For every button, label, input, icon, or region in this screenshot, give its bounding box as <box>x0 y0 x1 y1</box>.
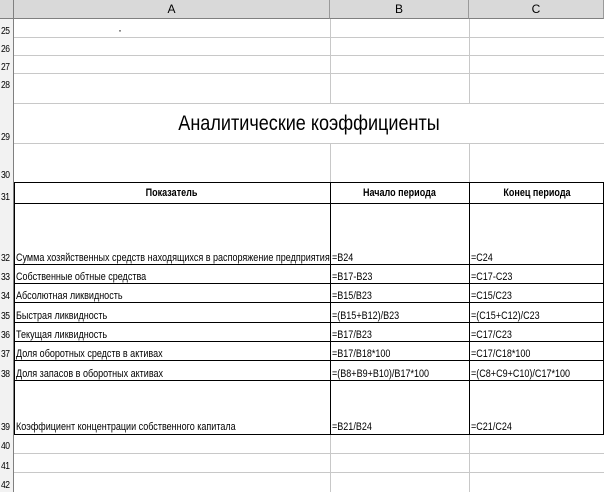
gridline <box>14 73 604 74</box>
table-cell-indicator[interactable]: Доля оборотных средств в активах <box>16 348 163 360</box>
row-header-25[interactable]: 25 <box>0 19 14 38</box>
table-cell-end[interactable]: =C17/C18*100 <box>471 348 531 360</box>
row-header-27[interactable]: 27 <box>0 56 14 74</box>
row-header-30[interactable]: 30 <box>0 144 14 182</box>
table-border <box>14 434 604 435</box>
table-cell-end[interactable]: =C21/C24 <box>471 421 512 433</box>
table-cell-start[interactable]: =B21/B24 <box>332 421 372 433</box>
table-cell-end[interactable]: =C17-C23 <box>471 271 513 283</box>
row-header-36[interactable]: 36 <box>0 323 14 342</box>
gridline <box>330 144 331 182</box>
table-cell-start[interactable]: =B17/B18*100 <box>332 348 391 360</box>
row-header-26[interactable]: 26 <box>0 38 14 56</box>
row-header-33[interactable]: 33 <box>0 265 14 284</box>
row-header-41[interactable]: 41 <box>0 453 14 473</box>
row-header-35[interactable]: 35 <box>0 303 14 323</box>
header-period-end[interactable]: Конец периода <box>502 187 571 199</box>
table-cell-end[interactable]: =C15/C23 <box>471 290 512 302</box>
table-cell-indicator[interactable]: Абсолютная ликвидность <box>16 290 123 302</box>
column-header-a[interactable]: A <box>14 0 330 19</box>
row-header-38[interactable]: 38 <box>0 361 14 381</box>
gridline <box>14 37 604 38</box>
row-header-29[interactable]: 29 <box>0 104 14 144</box>
header-indicator[interactable]: Показатель <box>146 187 198 199</box>
table-cell-start[interactable]: =B15/B23 <box>332 290 372 302</box>
gridline <box>330 19 331 104</box>
table-cell-indicator[interactable]: Текущая ликвидность <box>16 329 108 341</box>
table-cell-start[interactable]: =B24 <box>332 252 354 264</box>
table-cell-start[interactable]: =B17-B23 <box>332 271 373 283</box>
gridline <box>469 19 470 104</box>
gridline <box>14 453 604 454</box>
table-cell-end[interactable]: =C24 <box>471 252 493 264</box>
row-header-39[interactable]: 39 <box>0 381 14 434</box>
table-cell-end[interactable]: =(C15+C12)/C23 <box>471 310 540 322</box>
gridline <box>14 472 604 473</box>
column-header-c[interactable]: C <box>469 0 604 19</box>
table-cell-indicator[interactable]: Доля запасов в оборотных активах <box>16 368 164 380</box>
table-cell-start[interactable]: =(B15+B12)/B23 <box>332 310 400 322</box>
row-header-31[interactable]: 31 <box>0 182 14 204</box>
table-cell-indicator[interactable]: Сумма хозяйственных средств находящихся в распоряжение предприятия <box>16 252 330 264</box>
row-header-40[interactable]: 40 <box>0 434 14 453</box>
gridline <box>469 144 470 182</box>
row-header-28[interactable]: 28 <box>0 74 14 104</box>
select-all-corner[interactable] <box>0 0 14 19</box>
sheet-title[interactable]: Аналитические коэффициенты <box>178 112 440 135</box>
table-cell-start[interactable]: =B17/B23 <box>332 329 372 341</box>
table-cell-indicator[interactable]: Коэффициент концентрации собственного капитала <box>16 421 236 433</box>
gridline <box>14 55 604 56</box>
table-cell-end[interactable]: =(C8+C9+C10)/C17*100 <box>471 368 571 380</box>
gridline <box>330 435 331 492</box>
header-period-start[interactable]: Начало периода <box>363 187 436 199</box>
row-header-34[interactable]: 34 <box>0 284 14 303</box>
row-header-37[interactable]: 37 <box>0 342 14 361</box>
row-header-42[interactable]: 42 <box>0 473 14 492</box>
table-cell-start[interactable]: =(B8+B9+B10)/B17*100 <box>332 368 430 380</box>
table-cell-indicator[interactable]: Собственные обтные средства <box>16 271 147 283</box>
row-header-32[interactable]: 32 <box>0 204 14 265</box>
table-cell-indicator[interactable]: Быстрая ликвидность <box>16 310 108 322</box>
table-cell-end[interactable]: =C17/C23 <box>471 329 512 341</box>
cell-a25[interactable]: · <box>118 23 122 37</box>
column-header-b[interactable]: B <box>330 0 469 19</box>
gridline <box>469 435 470 492</box>
